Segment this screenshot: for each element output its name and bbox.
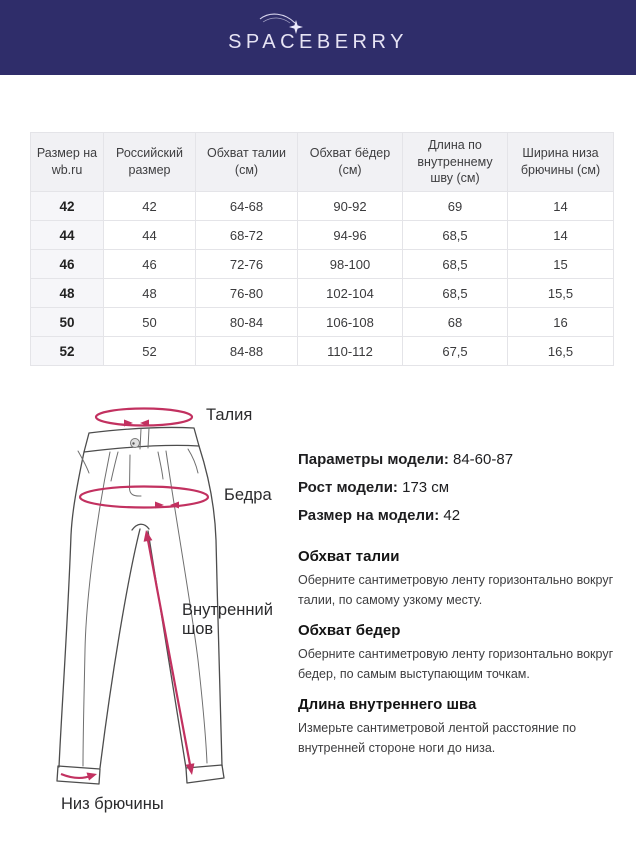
column-header: Обхват талии (см) [196, 133, 298, 192]
brand-header-bar [0, 0, 636, 75]
model-parameters-block [298, 446, 618, 530]
table-row [31, 308, 614, 337]
model-height-line [298, 474, 618, 502]
table-cell: 42 [104, 192, 196, 221]
table-cell: 46 [104, 250, 196, 279]
table-cell: 68,5 [403, 250, 508, 279]
table-row [31, 221, 614, 250]
table-header-row [31, 133, 614, 192]
table-cell: 67,5 [403, 337, 508, 366]
table-cell: 15 [508, 250, 614, 279]
column-header: Ширина низа брючины (см) [508, 133, 614, 192]
model-params-label: Параметры модели: [298, 451, 449, 468]
hips-instruction-section [298, 622, 618, 684]
column-header: Обхват бёдер (см) [298, 133, 403, 192]
instruction-text: Измерьте сантиметровой лентой расстояние по внутренней стороне ноги до низа. [298, 721, 577, 755]
waist-instruction-section [298, 548, 618, 610]
pants-diagram [50, 405, 235, 790]
model-size-label: Размер на модели: [298, 507, 440, 524]
model-height-label: Рост модели: [298, 479, 398, 496]
model-height-value: 173 см [402, 479, 450, 496]
table-cell: 102-104 [298, 279, 403, 308]
table-cell: 80-84 [196, 308, 298, 337]
size-table [30, 132, 614, 366]
measurement-info-column [298, 446, 618, 770]
size-cell: 44 [31, 221, 104, 250]
table-cell: 14 [508, 192, 614, 221]
column-header: Размер на wb.ru [31, 133, 104, 192]
table-cell: 84-88 [196, 337, 298, 366]
size-cell: 48 [31, 279, 104, 308]
model-params-value: 84-60-87 [453, 451, 514, 468]
table-cell: 16,5 [508, 337, 614, 366]
table-cell: 94-96 [298, 221, 403, 250]
hem-label: Низ брючины [61, 795, 164, 813]
table-cell: 110-112 [298, 337, 403, 366]
inseam-label: Внутренний шов [182, 601, 273, 638]
table-cell: 64-68 [196, 192, 298, 221]
inseam-instruction-section [298, 696, 618, 758]
table-row [31, 337, 614, 366]
table-cell: 44 [104, 221, 196, 250]
table-cell: 68,5 [403, 221, 508, 250]
size-cell: 50 [31, 308, 104, 337]
size-cell: 46 [31, 250, 104, 279]
table-cell: 68-72 [196, 221, 298, 250]
table-cell: 69 [403, 192, 508, 221]
model-size-line [298, 502, 618, 530]
table-row [31, 192, 614, 221]
instruction-title: Обхват бедер [298, 622, 401, 639]
table-cell: 90-92 [298, 192, 403, 221]
waist-label: Талия [206, 406, 253, 424]
instruction-title: Обхват талии [298, 548, 400, 565]
column-header: Российский размер [104, 133, 196, 192]
table-cell: 48 [104, 279, 196, 308]
table-cell: 72-76 [196, 250, 298, 279]
table-cell: 98-100 [298, 250, 403, 279]
table-row [31, 279, 614, 308]
brand-logo-text: SPACEBERRY [228, 31, 408, 53]
table-cell: 14 [508, 221, 614, 250]
table-row [31, 250, 614, 279]
hips-label: Бедра [224, 486, 272, 504]
instruction-text: Оберните сантиметровую ленту горизонтально вокруг талии, по самому узкому месту. [298, 573, 614, 607]
instruction-text: Оберните сантиметровую ленту горизонтально вокруг бедер, по самым выступающим точкам. [298, 647, 614, 681]
table-cell: 50 [104, 308, 196, 337]
table-cell: 16 [508, 308, 614, 337]
column-header: Длина по внутреннему шву (см) [403, 133, 508, 192]
instruction-title: Длина внутреннего шва [298, 696, 477, 713]
table-cell: 15,5 [508, 279, 614, 308]
size-cell: 52 [31, 337, 104, 366]
table-cell: 68,5 [403, 279, 508, 308]
table-cell: 68 [403, 308, 508, 337]
table-cell: 106-108 [298, 308, 403, 337]
model-params-line [298, 446, 618, 474]
size-cell: 42 [31, 192, 104, 221]
table-cell: 52 [104, 337, 196, 366]
model-size-value: 42 [443, 507, 461, 524]
table-cell: 76-80 [196, 279, 298, 308]
